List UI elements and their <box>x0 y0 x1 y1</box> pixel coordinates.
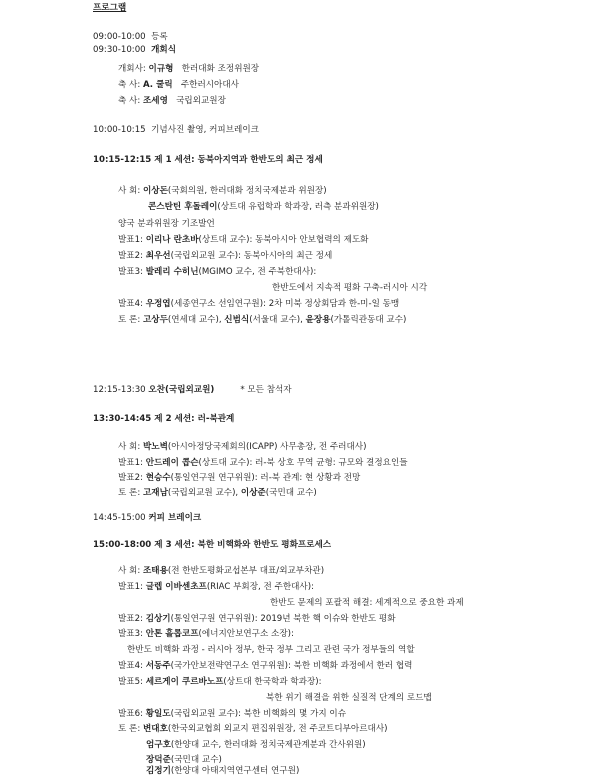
label: 발표3: <box>118 629 143 639</box>
person-desc: (아시아정당국제회의(ICAPP) 사무총장, 전 주러대사) <box>167 442 367 452</box>
label: 토 론: <box>118 315 141 325</box>
s3-presentation-5-cont: 북한 위기 해결을 위한 실질적 단계의 로드맵 <box>266 693 432 703</box>
session-title: 제 3 세션: 북한 비핵화와 한반도 평화프로세스 <box>154 540 332 550</box>
event: 커피 브레이크 <box>148 513 202 523</box>
person-name: 최우선 <box>145 251 171 261</box>
lunch-row <box>93 385 292 396</box>
person-desc: (국민대 교수) <box>170 755 222 765</box>
event: 개회식 <box>151 45 177 55</box>
s2-presentation-1 <box>118 458 408 469</box>
role: 축 사: <box>118 96 141 106</box>
label: 발표2: <box>118 473 143 483</box>
s3-discussion-3 <box>146 755 222 766</box>
role: 개회사: <box>118 64 146 74</box>
time: 09:30-10:00 <box>93 45 146 55</box>
person-desc: (통일연구원 연구위원): 러-북 관계: 현 상황과 전망 <box>170 473 361 483</box>
person-desc: (상트대 교수): 러-북 상호 무역 균형: 규모와 결정요인들 <box>198 458 408 468</box>
s2-presentation-2 <box>118 473 360 484</box>
s1-intro: 양국 분과위원장 기조발언 <box>118 219 215 229</box>
person-desc: (RIAC 부회장, 전 주한대사): <box>206 582 314 592</box>
person-name: 이규형 <box>148 64 174 74</box>
label: 발표1: <box>118 458 143 468</box>
person-desc: (한국외교협회 외교지 편집위원장, 전 주코트디부아르대사) <box>167 724 388 734</box>
congrats-speech-2 <box>118 96 226 107</box>
time: 13:30-14:45 <box>93 414 152 424</box>
label: 사 회: <box>118 566 141 576</box>
person-name: 장덕준 <box>146 755 171 765</box>
person-name: 신범식 <box>224 315 250 325</box>
person-name: 세르게이 쿠르바노프 <box>145 677 224 687</box>
session2-heading <box>93 414 234 425</box>
person-desc: 한러대화 조정위원장 <box>181 64 260 74</box>
s3-presentation-6 <box>118 709 346 720</box>
s1-chair-1 <box>118 186 327 197</box>
s3-discussion-4 <box>146 766 299 777</box>
event: 등록 <box>151 32 168 42</box>
label: 발표2: <box>118 614 143 624</box>
person-name: 이리나 란초바 <box>145 235 199 245</box>
label: 발표6: <box>118 709 143 719</box>
label: 발표4: <box>118 299 143 309</box>
person-desc: (한양대 교수, 한러대화 정치국제관계분과 간사위원) <box>170 740 366 750</box>
person-desc: 주한러시아대사 <box>180 80 239 90</box>
s1-presentation-1 <box>118 235 368 246</box>
person-desc: (국립외교원 교수), <box>167 488 241 498</box>
lunch-note: * 모든 참석자 <box>240 385 292 395</box>
time: 10:00-10:15 <box>93 125 146 135</box>
label: 발표3: <box>118 267 143 277</box>
s3-presentation-2 <box>118 614 396 625</box>
person-name: 엄구호 <box>146 740 171 750</box>
person-desc: (상트대 유럽학과 학과장, 러측 분과위원장) <box>217 202 379 212</box>
person-name: 우정엽 <box>145 299 171 309</box>
person-desc: (국민대 교수) <box>265 488 317 498</box>
person-name: 조태용 <box>142 566 168 576</box>
session-title: 제 1 세션: 동북아지역과 한반도의 최근 정세 <box>154 155 323 165</box>
person-name: 김상기 <box>145 614 171 624</box>
event: 기념사진 촬영, 커피브레이크 <box>151 125 259 135</box>
time: 12:15-13:30 <box>93 385 146 395</box>
s3-presentation-1 <box>118 582 314 593</box>
s3-presentation-4 <box>118 661 412 672</box>
role: 축 사: <box>118 80 141 90</box>
person-desc: (서울대 교수), <box>249 315 306 325</box>
person-name: A. 쿨릭 <box>142 80 173 90</box>
time: 10:15-12:15 <box>93 155 152 165</box>
time: 14:45-15:00 <box>93 513 146 523</box>
time: 15:00-18:00 <box>93 540 152 550</box>
session3-heading <box>93 540 331 551</box>
person-desc: (통일연구원 연구위원): 2019년 북한 핵 이슈와 한반도 평화 <box>170 614 396 624</box>
person-name: 고상두 <box>142 315 168 325</box>
person-name: 이상돈 <box>142 186 168 196</box>
person-name: 박노벽 <box>142 442 168 452</box>
label: 토 론: <box>118 488 141 498</box>
person-desc: (국립외교원 교수): 동북아시아의 최근 정세 <box>170 251 333 261</box>
person-desc: (국립외교원 교수): 북한 비핵화의 몇 가지 이슈 <box>170 709 347 719</box>
label: 토 론: <box>118 724 141 734</box>
s1-chair-2 <box>148 202 379 213</box>
label: 사 회: <box>118 442 141 452</box>
session-title: 제 2 세션: 러-북관계 <box>154 414 235 424</box>
person-name: 발레리 수히닌 <box>145 267 199 277</box>
s2-chair <box>118 442 366 453</box>
time: 09:00-10:00 <box>93 32 146 42</box>
person-desc: (국회의원, 한러대화 정치국제분과 위원장) <box>167 186 327 196</box>
person-name: 콘스탄틴 후돌레이 <box>148 202 218 212</box>
person-name: 윤장용 <box>305 315 331 325</box>
person-desc: (전 한반도평화교섭본부 대표/외교부차관) <box>167 566 325 576</box>
person-name: 서동주 <box>145 661 171 671</box>
s1-discussion <box>118 315 406 326</box>
s3-presentation-1-cont: 한반도 문제의 포괄적 해결: 세계적으로 중요한 과제 <box>270 598 464 608</box>
person-name: 조세영 <box>142 96 168 106</box>
s3-presentation-5 <box>118 677 322 688</box>
photo-row <box>93 125 259 136</box>
person-name: 안톤 흘롭코프 <box>145 629 199 639</box>
registration-row <box>93 32 168 43</box>
person-name: 김정기 <box>146 766 171 776</box>
person-desc: (상트대 교수): 동북아시아 안보협력의 제도화 <box>198 235 369 245</box>
person-name: 변대호 <box>142 724 168 734</box>
person-name: 황일도 <box>145 709 171 719</box>
program-title: 프로그램 <box>93 3 127 13</box>
s2-discussion <box>118 488 317 499</box>
s1-presentation-3-cont: 한반도에서 지속적 평화 구축-러시아 시각 <box>272 283 428 293</box>
person-desc: (연세대 교수), <box>167 315 225 325</box>
label: 발표5: <box>118 677 143 687</box>
person-name: 글렙 이바센초프 <box>145 582 207 592</box>
person-desc: (에너지안보연구소 소장): <box>198 629 294 639</box>
label: 발표1: <box>118 235 143 245</box>
s1-presentation-2 <box>118 251 332 262</box>
event: 오찬(국립외교원) <box>148 385 215 395</box>
s3-discussion-2 <box>146 740 366 751</box>
opening-speech <box>118 64 259 75</box>
congrats-speech-1 <box>118 80 239 91</box>
s3-presentation-3-cont: 한반도 비핵화 과정 - 러시아 정부, 한국 정부 그리고 관련 국가 정부들의 역할 <box>127 645 415 655</box>
label: 발표2: <box>118 251 143 261</box>
person-name: 이상준 <box>240 488 266 498</box>
person-desc: (국가안보전략연구소 연구위원): 북한 비핵화 과정에서 한러 협력 <box>170 661 413 671</box>
person-name: 고재남 <box>142 488 168 498</box>
s3-discussion-1 <box>118 724 387 735</box>
person-name: 안드레이 콥슨 <box>145 458 199 468</box>
person-name: 현승수 <box>145 473 171 483</box>
label: 발표4: <box>118 661 143 671</box>
session1-heading <box>93 155 323 166</box>
person-desc: 국립외교원장 <box>176 96 226 106</box>
person-desc: (세종연구소 선임연구원): 2차 미북 정상회담과 한-미-일 동맹 <box>170 299 400 309</box>
label: 사 회: <box>118 186 141 196</box>
coffee-row <box>93 513 201 524</box>
label: 발표1: <box>118 582 143 592</box>
person-desc: (가톨릭관동대 교수) <box>330 315 407 325</box>
s1-presentation-3 <box>118 267 316 278</box>
opening-row <box>93 45 176 56</box>
s1-presentation-4 <box>118 299 399 310</box>
s3-chair <box>118 566 324 577</box>
s3-presentation-3 <box>118 629 294 640</box>
person-desc: (MGIMO 교수, 전 주북한대사): <box>198 267 317 277</box>
person-desc: (한양대 아태지역연구센터 연구원) <box>170 766 300 776</box>
person-desc: (상트대 한국학과 학과장): <box>223 677 322 687</box>
